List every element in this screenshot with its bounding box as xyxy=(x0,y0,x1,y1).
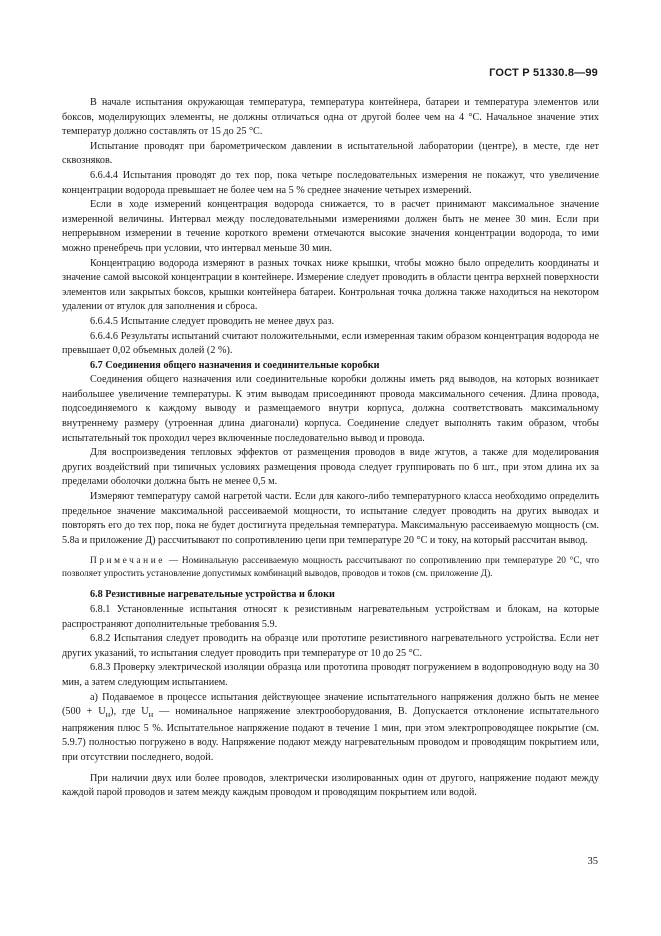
subscript: н xyxy=(148,709,154,720)
subscript: н xyxy=(105,709,111,720)
paragraph: В начале испытания окружающая температура, температура контейнера, батареи и температура элементов или боксов, моделирующих элементы, не должны отличаться одна от другой более чем на 4 °С. Начальное значение этих температур должно составлять от 15 до 25 °С. xyxy=(62,97,599,138)
paragraph-part: — номинальное напряжение электрооборудования, В. Допускается отклонение испытательного напряжения плюс 5 %. Испытательное напряжение подают в течение 1 мин, при этом электропроводящее покрытие (см. 5.9.7) полностью погружено в воду. Напряжение подают между нагревательным проводом и проводящим покрытием или, при отсутствии последнего, водой. xyxy=(62,706,599,763)
paragraph: Измеряют температуру самой нагретой части. Если для какого-либо температурного класса необходимо определить предельное значение максимальной рассеиваемой мощности, то испытание следует проводить на других выводах и повторять его до тех пор, пока не будет достигнута предельная температура. Максимальную рассеиваемую мощность (см. 5.8а и приложение Д) рассчитывают по сопротивлению цепи при температуре 20 °С и току, на который рассчитан вывод. xyxy=(62,491,599,546)
paragraph: Соединения общего назначения или соединительные коробки должны иметь ряд выводов, на которых возникает наибольшее увеличение температуры. К этим выводам присоединяют провода максимального сечения. Длина провода, подсоединяемого к каждому выводу и размещаемого внутри корпуса, должна соответствовать максимальному внутреннему размеру (утроенная длина диагонали) корпуса. Соединение следует выполнять таким образом, чтобы испытательный ток проходил через включенные последовательно вывод и провода. xyxy=(62,374,599,444)
standard-header: ГОСТ Р 51330.8—99 xyxy=(489,67,598,79)
paragraph-part: ), где U xyxy=(110,706,149,718)
paragraph: 6.6.4.4 Испытания проводят до тех пор, пока четыре последовательных измерения не покажут, что увеличение концентрации водорода превышает не более чем на 5 % среднее значение четырех измерений. xyxy=(62,169,599,196)
paragraph: 6.8.1 Установленные испытания относят к резистивным нагревательным устройствам и блокам, на которые распространяют дополнительные требования 5.9. xyxy=(62,604,599,630)
paragraph: 6.6.4.6 Результаты испытаний считают положительными, если измеренная таким образом концентрация водорода не превышает 0,02 объемных долей (2 %). xyxy=(62,330,599,357)
note-label: Примечание xyxy=(90,556,165,567)
document-body xyxy=(62,96,599,801)
paragraph: Если в ходе измерений концентрация водорода снижается, то в расчет принимают максимальное значение измеренной величины. Интервал между последовательными измерениями должен быть не менее 30 мин. Если при непрерывном измерении в течение короткого времени отмечаются высокие значения концентрации водорода, то ими можно пренебречь при условии, что интервал меньше 30 мин. xyxy=(62,199,599,254)
page-number: 35 xyxy=(587,856,598,867)
section-heading: 6.8 Резистивные нагревательные устройства и блоки xyxy=(90,589,335,601)
paragraph: 6.8.3 Проверку электрической изоляции образца или прототипа проводят погружением в водопроводную воду на 30 мин, а затем следующим испытанием. xyxy=(62,662,599,688)
paragraph: Для воспроизведения тепловых эффектов от размещения проводов в виде жгутов, а также для моделирования других воздействий при типичных условиях размещения провода следует группировать по 6 шт., при этом длина их за пределами оболочки должна быть не менее 0,5 м. xyxy=(62,447,599,488)
paragraph xyxy=(62,691,599,766)
paragraph: 6.8.2 Испытания следует проводить на образце или прототипе резистивного нагревательного устройства. Если нет других указаний, то испытания следует проводить при температуре от 10 до 25 °С. xyxy=(62,633,599,659)
paragraph: 6.6.4.5 Испытание следует проводить не менее двух раз. xyxy=(90,315,335,327)
note-text: — Номинальную рассеиваемую мощность рассчитывают по сопротивлению при температуре 20 °С, что позволяет упростить установление допустимых комбинаций выводов, проводов и токов (см. приложение Д). xyxy=(62,556,599,580)
paragraph: Концентрацию водорода измеряют в разных точках ниже крышки, чтобы можно было определить координаты и значение самой высокой концентрации в контейнере. Измерение следует проводить в области центра верхней поверхности элементов или закрытых боксов, крышки контейнера батареи. Контрольная точка должна также находиться на некотором удалении от втулок для заполнения и сброса. xyxy=(62,257,599,313)
note xyxy=(62,555,599,581)
paragraph: При наличии двух или более проводов, электрически изолированных один от другого, напряжение подают между каждой парой проводов и затем между каждым проводом и проводящим покрытием или водой. xyxy=(62,772,599,799)
paragraph-part: а) Подаваемое в процессе испытания действующее значение испытательного напряжения должно быть не менее (500 + U xyxy=(62,691,599,718)
section-heading: 6.7 Соединения общего назначения и соединительные коробки xyxy=(90,359,380,371)
paragraph: Испытание проводят при барометрическом давлении в испытательной лаборатории (центре), в месте, где нет сквозняков. xyxy=(62,140,599,167)
